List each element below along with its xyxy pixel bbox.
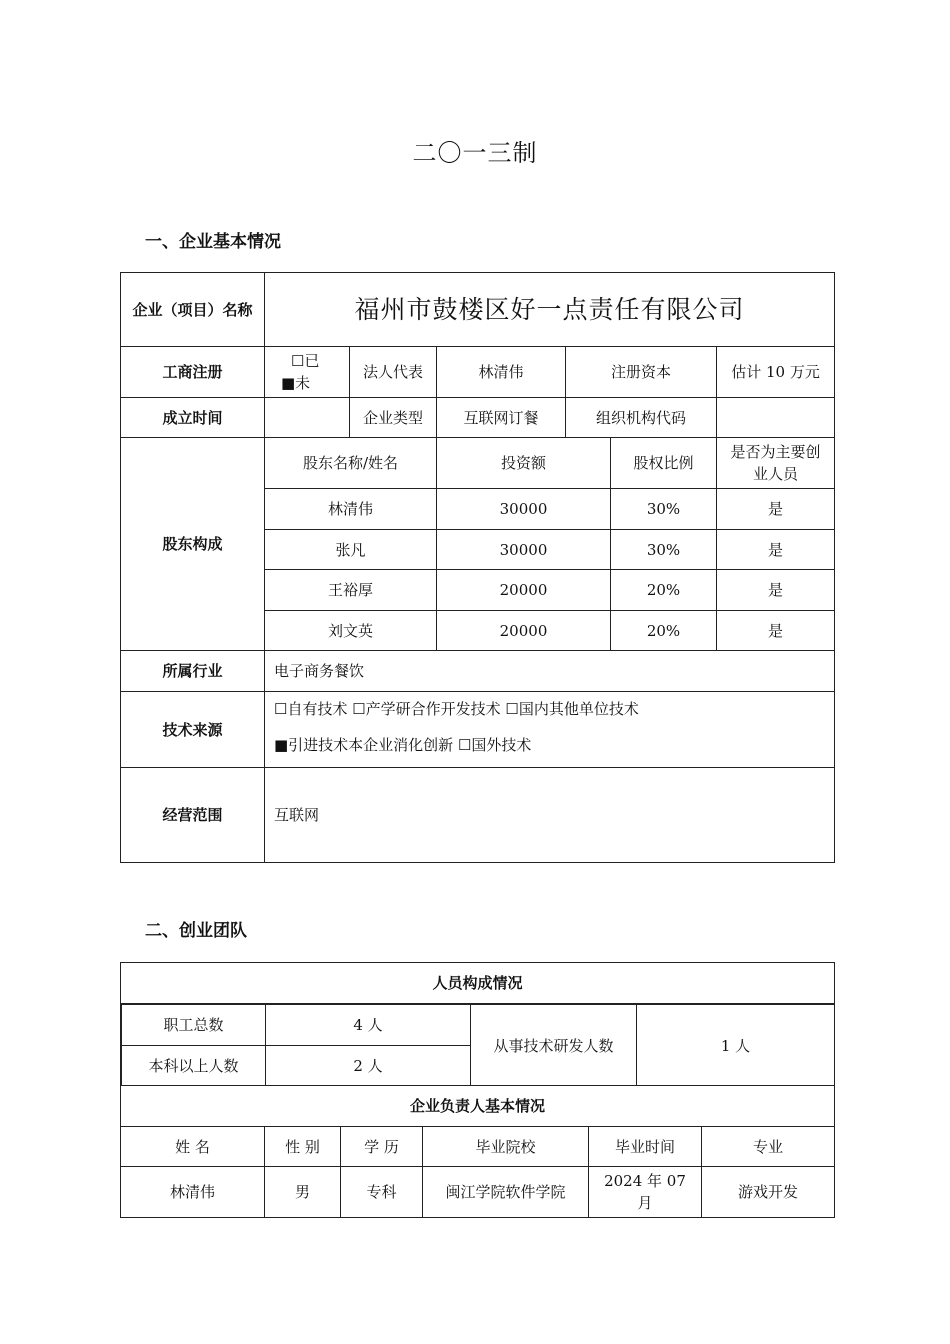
- leader-section-title: 企业负责人基本情况: [121, 1086, 835, 1127]
- registration-option-registered[interactable]: ☐已: [291, 352, 320, 370]
- rd-staff-value: 1 人: [637, 1005, 835, 1086]
- leader-header-gender: 性 别: [265, 1127, 341, 1167]
- basic-info-table: [120, 272, 835, 863]
- company-type-value: 互联网订餐: [437, 398, 566, 438]
- shareholder-amount: 30000: [437, 530, 611, 570]
- team-table: [120, 962, 835, 1218]
- shareholder-amount: 20000: [437, 611, 611, 651]
- business-scope-label: 经营范围: [121, 768, 265, 863]
- leader-name: 林清伟: [121, 1167, 265, 1218]
- leader-header-school: 毕业院校: [423, 1127, 589, 1167]
- bachelor-count-label: 本科以上人数: [122, 1046, 266, 1086]
- shareholder-name: 林清伟: [265, 489, 437, 530]
- leader-education: 专科: [341, 1167, 423, 1218]
- shareholder-amount: 20000: [437, 570, 611, 611]
- shareholder-name: 刘文英: [265, 611, 437, 651]
- shareholder-founder: 是: [717, 611, 835, 651]
- tech-source-line-1[interactable]: ☐自有技术 ☐产学研合作开发技术 ☐国内其他单位技术: [274, 700, 639, 718]
- section-heading-team: 二、创业团队: [145, 921, 247, 941]
- shareholder-header-name: 股东名称/姓名: [265, 438, 437, 489]
- org-code-value: [717, 398, 835, 438]
- shareholder-name: 王裕厚: [265, 570, 437, 611]
- shareholder-amount: 30000: [437, 489, 611, 530]
- tech-source-label: 技术来源: [121, 692, 265, 768]
- tech-source-options: [265, 692, 835, 768]
- bachelor-count-value: 2 人: [266, 1046, 471, 1086]
- leader-header-grad-time: 毕业时间: [589, 1127, 702, 1167]
- business-scope-value: 互联网: [265, 768, 835, 863]
- table-row: [121, 1167, 835, 1218]
- section-heading-basic-info: 一、企业基本情况: [145, 232, 281, 252]
- company-name-label: 企业（项目）名称: [121, 273, 265, 347]
- org-code-label: 组织机构代码: [566, 398, 717, 438]
- leader-gender: 男: [265, 1167, 341, 1218]
- leader-school: 闽江学院软件学院: [423, 1167, 589, 1218]
- shareholder-ratio: 30%: [611, 530, 717, 570]
- founded-label: 成立时间: [121, 398, 265, 438]
- shareholder-header-founder: 是否为主要创业人员: [717, 438, 835, 489]
- shareholder-ratio: 30%: [611, 489, 717, 530]
- leader-grad-time: 2024 年 07 月: [589, 1167, 702, 1218]
- legal-rep-value: 林清伟: [437, 347, 566, 398]
- leader-header-major: 专业: [702, 1127, 835, 1167]
- shareholder-header-ratio: 股权比例: [611, 438, 717, 489]
- staff-total-value: 4 人: [266, 1005, 471, 1046]
- shareholder-name: 张凡: [265, 530, 437, 570]
- tech-source-line-2[interactable]: ■引进技术本企业消化创新 ☐国外技术: [274, 736, 532, 754]
- industry-value: 电子商务餐饮: [265, 651, 835, 692]
- shareholder-header-amount: 投资额: [437, 438, 611, 489]
- registration-option-unregistered[interactable]: ■未: [281, 374, 311, 392]
- leader-header-name: 姓 名: [121, 1127, 265, 1167]
- staff-section-title: 人员构成情况: [121, 963, 835, 1004]
- shareholder-founder: 是: [717, 489, 835, 530]
- company-name-value: 福州市鼓楼区好一点责任有限公司: [265, 273, 835, 347]
- staff-composition-cell: [121, 1004, 835, 1086]
- staff-total-label: 职工总数: [122, 1005, 266, 1046]
- shareholder-founder: 是: [717, 530, 835, 570]
- staff-composition-table: [121, 1004, 835, 1086]
- shareholder-ratio: 20%: [611, 570, 717, 611]
- registration-options: [265, 347, 350, 398]
- shareholder-founder: 是: [717, 570, 835, 611]
- industry-label: 所属行业: [121, 651, 265, 692]
- registration-label: 工商注册: [121, 347, 265, 398]
- leader-header-education: 学 历: [341, 1127, 423, 1167]
- capital-label: 注册资本: [566, 347, 717, 398]
- rd-staff-label: 从事技术研发人数: [471, 1005, 637, 1086]
- founded-value: [265, 398, 350, 438]
- company-type-label: 企业类型: [350, 398, 437, 438]
- shareholder-ratio: 20%: [611, 611, 717, 651]
- capital-value: 估计 10 万元: [717, 347, 835, 398]
- shareholder-label: 股东构成: [121, 438, 265, 651]
- legal-rep-label: 法人代表: [350, 347, 437, 398]
- leader-major: 游戏开发: [702, 1167, 835, 1218]
- document-title: 二〇一三制: [412, 139, 538, 167]
